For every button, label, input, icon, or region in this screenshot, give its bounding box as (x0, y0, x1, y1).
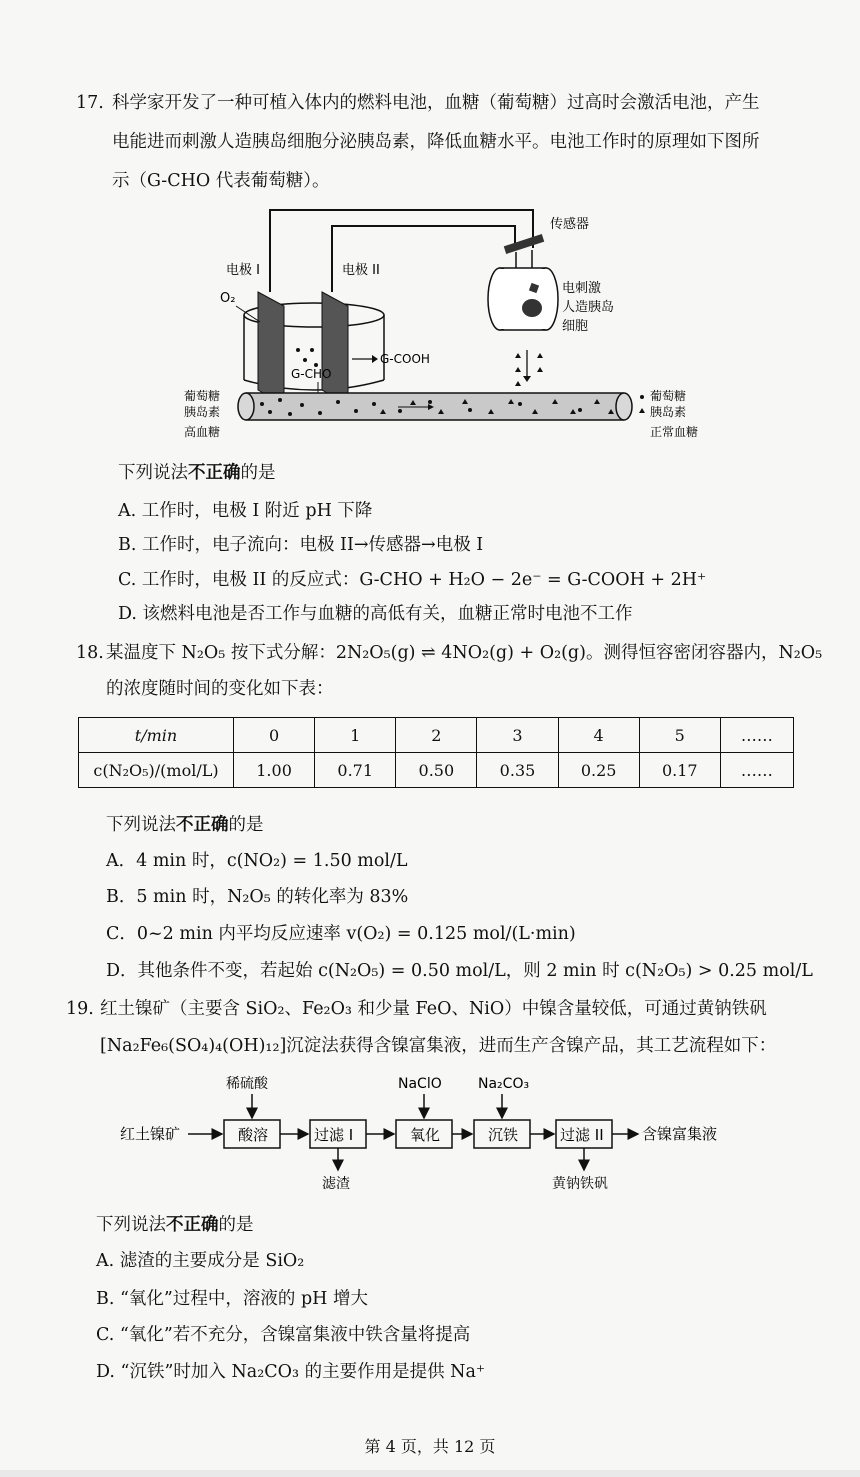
table-cell: 0 (234, 718, 315, 753)
table-cell: 5 (639, 718, 720, 753)
q18-option-c[interactable]: C．0~2 min 内平均反应速率 v(O₂) = 0.125 mol/(L·min) (106, 924, 576, 944)
electrode-1 (258, 292, 284, 405)
table-cell: …… (720, 753, 793, 788)
flow-step4: 沉铁 (488, 1126, 519, 1144)
q19-number: 19. (66, 999, 94, 1019)
q19-option-b[interactable]: B. “氧化”过程中，溶液的 pH 增大 (96, 1289, 368, 1309)
table-cell: 0.25 (558, 753, 639, 788)
q17-option-b[interactable]: B. 工作时，电子流向：电极 II→传感器→电极 I (118, 535, 484, 555)
table-cell: 1.00 (234, 753, 315, 788)
blood-vessel (238, 393, 632, 420)
o2-label: O₂ (220, 291, 236, 306)
flow-step2: 过滤 I (314, 1126, 354, 1144)
cell-label: 细胞 (562, 319, 589, 334)
concentration-table (78, 717, 794, 788)
q18-stem-line1: 某温度下 N₂O₅ 按下式分解：2N₂O₅(g) ⇌ 4NO₂(g) + O₂(g)。测得恒容密闭容器内，N₂O₅ (106, 643, 823, 663)
fuel-cell-diagram (170, 200, 730, 455)
sensor-label: 传感器 (550, 217, 590, 232)
q17-option-c[interactable]: C. 工作时，电极 II 的反应式：G-CHO + H₂O − 2e⁻ = G-COOH + 2H⁺ (118, 570, 707, 590)
left-insulin: 胰岛素 (184, 405, 221, 419)
electrode-2-label: 电极 II (342, 263, 380, 278)
table-cell: 3 (477, 718, 558, 753)
electrode-2 (322, 292, 348, 405)
flow-reagent1: 稀硫酸 (226, 1076, 268, 1092)
flow-reagent2: NaClO (398, 1076, 442, 1092)
electrode-1-label: 电极 I (226, 263, 260, 278)
page-footer: 第 4 页，共 12 页 (364, 1437, 496, 1456)
islet-label: 人造胰岛 (562, 300, 615, 315)
stim-label: 电刺激 (562, 281, 602, 296)
islet-cell-cylinder (488, 268, 558, 330)
sensor-icon (504, 234, 545, 254)
table-cell: 2 (396, 718, 477, 753)
q17-prompt: 下列说法不正确的是 (118, 463, 276, 483)
q17-stem-line1: 科学家开发了一种可植入体内的燃料电池，血糖（葡萄糖）过高时会激活电池，产生 (112, 93, 760, 113)
right-glucose: 葡萄糖 (650, 389, 687, 403)
table-cell: …… (720, 718, 793, 753)
table-cell: c(N₂O₅)/(mol/L) (79, 753, 234, 788)
table-row (79, 718, 794, 753)
q17-option-d[interactable]: D. 该燃料电池是否工作与血糖的高低有关，血糖正常时电池不工作 (118, 604, 633, 624)
q17-number: 17. (76, 93, 104, 113)
q17-stem-line2: 电能进而刺激人造胰岛细胞分泌胰岛素，降低血糖水平。电池工作时的原理如下图所 (112, 132, 760, 152)
flow-end: 含镍富集液 (642, 1125, 718, 1143)
table-cell: 0.71 (315, 753, 396, 788)
flow-start: 红土镍矿 (120, 1125, 181, 1143)
process-flowchart (118, 1070, 738, 1195)
table-row (79, 753, 794, 788)
q18-option-b[interactable]: B．5 min 时，N₂O₅ 的转化率为 83% (106, 887, 409, 907)
q18-number: 18. (76, 643, 104, 663)
q17-stem-line3: 示（G-CHO 代表葡萄糖）。 (112, 171, 330, 191)
right-normal-sugar: 正常血糖 (650, 425, 699, 439)
table-cell: 4 (558, 718, 639, 753)
q19-stem-line1: 红土镍矿（主要含 SiO₂、Fe₂O₃ 和少量 FeO、NiO）中镍含量较低，可通过黄钠铁矾 (100, 999, 767, 1019)
q19-option-a[interactable]: A. 滤渣的主要成分是 SiO₂ (96, 1251, 305, 1271)
q18-stem-line2: 的浓度随时间的变化如下表： (106, 679, 334, 699)
table-cell: 0.17 (639, 753, 720, 788)
left-glucose: 葡萄糖 (184, 389, 221, 403)
q19-prompt: 下列说法不正确的是 (96, 1215, 254, 1235)
q18-prompt: 下列说法不正确的是 (106, 815, 264, 835)
table-cell: 0.50 (396, 753, 477, 788)
left-high-sugar: 高血糖 (184, 425, 221, 439)
q19-option-d[interactable]: D. “沉铁”时加入 Na₂CO₃ 的主要作用是提供 Na⁺ (96, 1362, 486, 1382)
q17-option-a[interactable]: A. 工作时，电极 I 附近 pH 下降 (118, 501, 373, 521)
flow-byproduct: 黄钠铁矾 (552, 1176, 608, 1192)
bottom-band (0, 1470, 860, 1477)
gcho-label: G-CHO (291, 367, 332, 381)
q19-stem-line2: [Na₂Fe₆(SO₄)₄(OH)₁₂]沉淀法获得含镍富集液，进而生产含镍产品，其工艺流程如下： (100, 1036, 777, 1056)
q18-option-d[interactable]: D．其他条件不变，若起始 c(N₂O₅) = 0.50 mol/L，则 2 min 时 c(N₂O₅) > 0.25 mol/L (106, 961, 813, 981)
q18-option-a[interactable]: A．4 min 时，c(NO₂) = 1.50 mol/L (106, 851, 408, 871)
table-cell: 0.35 (477, 753, 558, 788)
right-insulin: 胰岛素 (650, 405, 687, 419)
flow-step1: 酸溶 (238, 1126, 269, 1144)
flow-step3: 氧化 (410, 1126, 441, 1144)
flow-reagent3: Na₂CO₃ (478, 1076, 530, 1092)
flow-step5: 过滤 II (560, 1126, 604, 1144)
table-cell: t/min (79, 718, 234, 753)
flow-residue: 滤渣 (322, 1176, 350, 1192)
gcooh-label: G-COOH (380, 352, 430, 366)
q19-option-c[interactable]: C. “氧化”若不充分，含镍富集液中铁含量将提高 (96, 1325, 471, 1345)
table-cell: 1 (315, 718, 396, 753)
